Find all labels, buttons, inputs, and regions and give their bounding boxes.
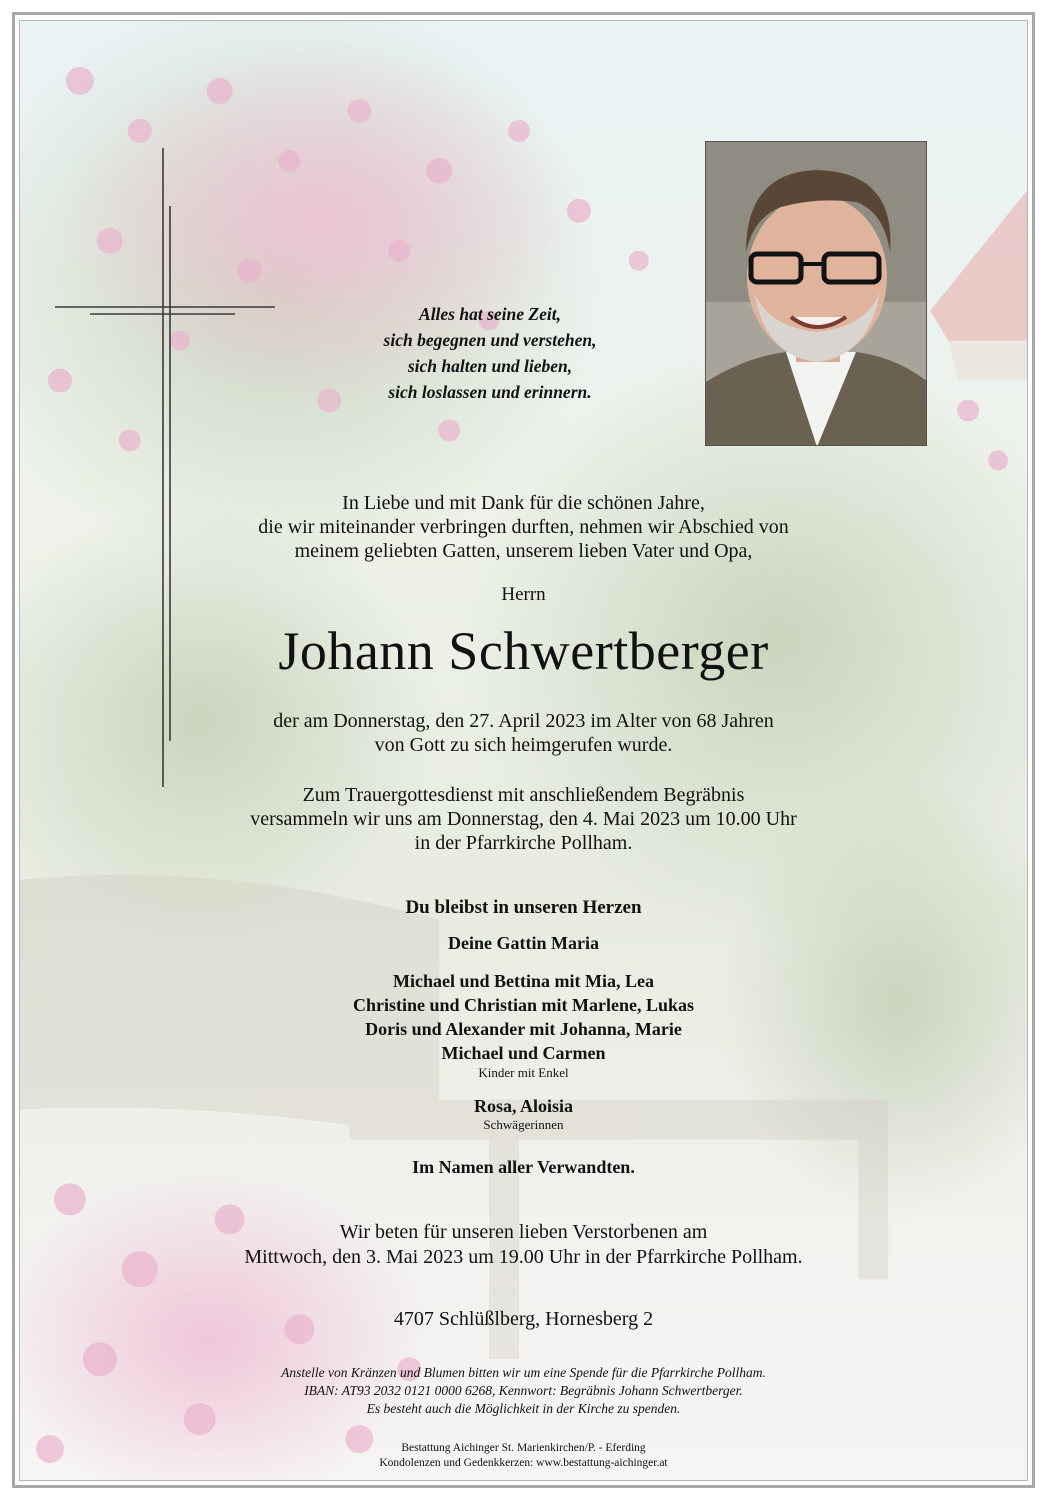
children-caption: Kinder mit Enkel (478, 1065, 569, 1080)
donation-line: IBAN: AT93 2032 0121 0000 6268, Kennwort: Begräbnis Johann Schwertberger. (304, 1383, 743, 1398)
undertaker-name: Bestattung Aichinger St. Marienkirchen/P. - Eferding (401, 1442, 646, 1454)
mourners-siblings-in-law (20, 1095, 1027, 1133)
poem-line: sich begegnen und verstehen, (383, 330, 597, 350)
deceased-name: Johann Schwertberger (278, 621, 769, 681)
intro-line: In Liebe und mit Dank für die schönen Jahre, (342, 492, 705, 514)
donation-note (20, 1364, 1027, 1418)
prayer-line: Mittwoch, den 3. Mai 2023 um 19.00 Uhr in der Pfarrkirche Pollham. (244, 1246, 803, 1268)
child-family: Michael und Carmen (441, 1043, 606, 1063)
address: 4707 Schlüßlberg, Hornesberg 2 (393, 1308, 654, 1330)
death-notice (20, 709, 1027, 757)
poem-line: Alles hat seine Zeit, (419, 304, 561, 324)
funeral-line: versammeln wir uns am Donnerstag, den 4. Mai 2023 um 10.00 Uhr (250, 808, 797, 830)
child-family: Doris und Alexander mit Johanna, Marie (365, 1019, 682, 1039)
prayer-line: Wir beten für unseren lieben Verstorbenen am (339, 1221, 708, 1243)
mourners-children (20, 969, 1027, 1081)
child-family: Christine und Christian mit Marlene, Lukas (352, 995, 695, 1015)
poem-line: sich loslassen und erinnern. (388, 382, 592, 402)
salutation: Herrn (501, 584, 546, 605)
undertaker-footer (20, 1441, 1027, 1471)
mourners-spouse: Deine Gattin Maria (448, 933, 599, 953)
child-family: Michael und Bettina mit Mia, Lea (393, 971, 654, 991)
obituary-card (19, 20, 1028, 1481)
intro-line: die wir miteinander verbringen durften, nehmen wir Abschied von (258, 516, 789, 538)
poem (260, 301, 720, 405)
donation-line: Es besteht auch die Möglichkeit in der Kirche zu spenden. (366, 1401, 681, 1416)
death-line: der am Donnerstag, den 27. April 2023 im Alter von 68 Jahren (273, 710, 774, 732)
condolence-link[interactable]: Kondolenzen und Gedenkkerzen: www.bestattung-aichinger.at (379, 1457, 668, 1469)
intro-line: meinem geliebten Gatten, unserem lieben Vater und Opa, (294, 540, 753, 562)
siblings-in-law-names: Rosa, Aloisia (473, 1096, 574, 1116)
portrait-photo (705, 141, 927, 446)
donation-line: Anstelle von Kränzen und Blumen bitten wir um eine Spende für die Pfarrkirche Pollham. (281, 1365, 766, 1380)
intro-text (20, 491, 1027, 563)
siblings-in-law-caption: Schwägerinnen (483, 1117, 564, 1132)
funeral-line: Zum Trauergottesdienst mit anschließendem Begräbnis (302, 784, 745, 806)
prayer-notice (20, 1220, 1027, 1270)
death-line: von Gott zu sich heimgerufen wurde. (374, 734, 673, 756)
funeral-line: in der Pfarrkirche Pollham. (414, 832, 633, 854)
funeral-notice (20, 783, 1027, 855)
poem-line: sich halten und lieben, (407, 356, 573, 376)
mourners-heading: Du bleibst in unseren Herzen (405, 897, 642, 918)
mourners-closing: Im Namen aller Verwandten. (412, 1157, 635, 1177)
cross-icon (20, 21, 300, 821)
